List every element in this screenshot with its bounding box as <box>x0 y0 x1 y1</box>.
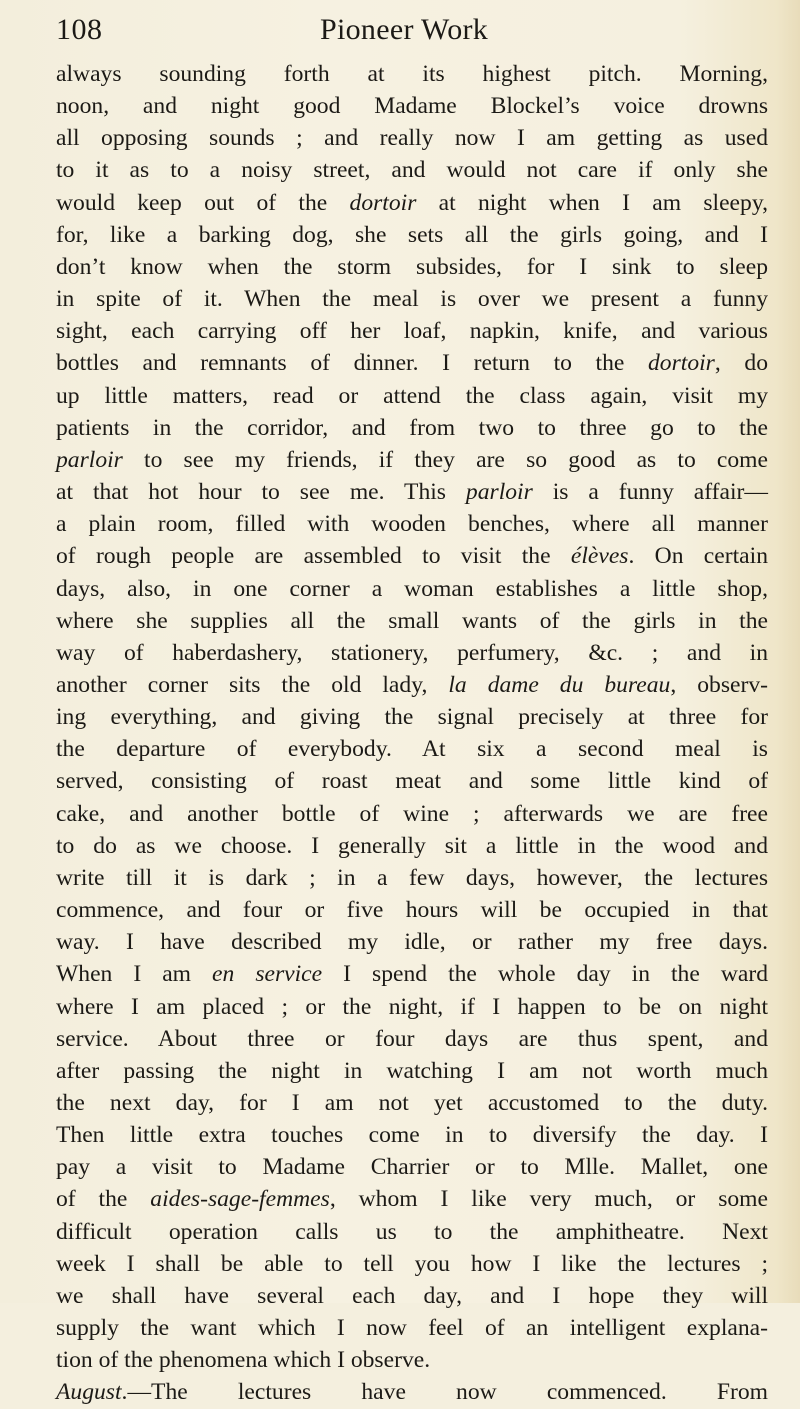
text-run: is a funny affair— <box>532 479 768 506</box>
text-line <box>56 830 768 862</box>
text-line <box>56 1119 768 1151</box>
text-line <box>56 1151 768 1183</box>
text-run: service. About three or four days are thus spent, and <box>56 1025 768 1052</box>
text-run: served, consisting of roast meat and some little kind of <box>56 768 768 795</box>
text-line <box>56 1023 768 1055</box>
text-line <box>56 1183 768 1215</box>
text-run: supply the want which I now feel of an intelligent explana- <box>56 1315 768 1342</box>
text-run: another corner sits the old lady, <box>56 671 449 698</box>
text-line <box>56 1216 768 1248</box>
running-head: Pioneer Work <box>320 13 489 46</box>
text-run: sight, each carrying off her loaf, napkin, knife, and various <box>56 318 768 345</box>
text-run: , observ- <box>670 671 768 698</box>
text-line <box>56 315 768 347</box>
text-run: .—The lectures have now commenced. From <box>121 1379 768 1406</box>
text-run: way of haberdashery, stationery, perfumery, &c. ; and in <box>56 639 768 666</box>
text-run: , whom I like very much, or some <box>329 1186 768 1213</box>
text-run: bottles and remnants of dinner. I return to the <box>56 350 648 377</box>
text-run: a plain room, filled with wooden benches, where all manner <box>56 511 768 538</box>
text-run: , do <box>714 350 768 377</box>
text-line <box>56 573 768 605</box>
text-run: cake, and another bottle of wine ; afterwards we are free <box>56 800 768 827</box>
text-line <box>56 1280 768 1312</box>
text-line <box>56 1312 768 1344</box>
page-header <box>56 8 770 52</box>
text-run: write till it is dark ; in a few days, however, the lectures <box>56 864 768 891</box>
text-line <box>56 1248 768 1280</box>
text-run: up little matters, read or attend the class again, visit my <box>56 382 768 409</box>
text-run: where I am placed ; or the night, if I happen to be on night <box>56 993 768 1020</box>
text-line <box>56 1055 768 1087</box>
text-run: all opposing sounds ; and really now I am getting as used <box>56 125 768 152</box>
text-line <box>56 894 768 926</box>
text-run: would keep out of the <box>56 189 350 216</box>
text-run: the departure of everybody. At six a second meal is <box>56 736 768 763</box>
text-line <box>56 412 768 444</box>
text-run: . On certain <box>628 543 768 570</box>
text-line <box>56 637 768 669</box>
text-line <box>56 444 768 476</box>
text-line <box>56 605 768 637</box>
text-run: days, also, in one corner a woman establishes a little shop, <box>56 575 768 602</box>
text-run: difficult operation calls us to the amphitheatre. Next <box>56 1218 768 1245</box>
text-run: always sounding forth at its highest pitch. Morning, <box>56 61 768 87</box>
text-line <box>56 991 768 1023</box>
text-line <box>56 187 768 219</box>
text-run: after passing the night in watching I am not worth much <box>56 1057 768 1084</box>
text-line <box>56 926 768 958</box>
italic-text: parloir <box>465 479 533 506</box>
text-run: to it as to a noisy street, and would not care if only she <box>56 157 768 184</box>
text-run: at night when I am sleepy, <box>416 189 768 216</box>
text-run: for, like a barking dog, she sets all the girls going, and I <box>56 221 768 248</box>
text-run: ing everything, and giving the signal precisely at three for <box>56 704 768 731</box>
text-run: pay a visit to Madame Charrier or to Mlle. Mallet, one <box>56 1154 768 1181</box>
text-line <box>56 958 768 990</box>
text-run: we shall have several each day, and I hope they will <box>56 1282 768 1309</box>
text-line <box>56 798 768 830</box>
text-line <box>56 1344 768 1376</box>
text-run: week I shall be able to tell you how I like the lectures ; <box>56 1250 768 1277</box>
italic-text: dortoir <box>648 350 715 377</box>
text-run: tion of the phenomena which I observe. <box>56 1347 431 1374</box>
italic-text: aides-sage-femmes <box>150 1186 330 1213</box>
text-line <box>56 122 768 154</box>
text-run: to do as we choose. I generally sit a little in the wood and <box>56 832 768 859</box>
text-line <box>56 219 768 251</box>
text-run: at that hot hour to see me. This <box>56 479 466 506</box>
text-run: to see my friends, if they are so good as to come <box>122 446 768 473</box>
body-text <box>56 58 768 1409</box>
text-line <box>56 380 768 412</box>
text-line <box>56 1087 768 1119</box>
italic-text: élèves <box>570 543 629 570</box>
italic-text: August <box>56 1379 122 1406</box>
italic-text: la dame du bureau <box>448 671 671 698</box>
text-run: patients in the corridor, and from two to three go to the <box>56 414 768 441</box>
text-line <box>56 508 768 540</box>
text-run: way. I have described my idle, or rather my free days. <box>56 929 768 956</box>
text-run: where she supplies all the small wants of the girls in the <box>56 607 768 634</box>
text-line <box>56 154 768 186</box>
text-line <box>56 251 768 283</box>
italic-text: parloir <box>56 446 123 473</box>
italic-text: en service <box>212 961 323 988</box>
text-run: the next day, for I am not yet accustomed to the duty. <box>56 1090 768 1116</box>
italic-text: dortoir <box>349 189 417 216</box>
text-line <box>56 58 768 90</box>
text-run: commence, and four or five hours will be occupied in that <box>56 897 768 924</box>
text-line <box>56 540 768 572</box>
page-number: 108 <box>56 13 103 46</box>
text-run: When I am <box>56 961 213 988</box>
text-line <box>56 476 768 508</box>
text-run: I spend the whole day in the ward <box>322 961 768 988</box>
text-run: in spite of it. When the meal is over we present a funny <box>56 286 768 313</box>
text-line <box>56 733 768 765</box>
text-line <box>56 347 768 379</box>
text-line <box>56 1376 768 1408</box>
text-line <box>56 283 768 315</box>
text-run: noon, and night good Madame Blockel’s voice drowns <box>56 93 768 120</box>
text-run: don’t know when the storm subsides, for I sink to sleep <box>56 253 768 280</box>
text-run: of rough people are assembled to visit the <box>56 543 571 570</box>
text-line <box>56 90 768 122</box>
text-line <box>56 701 768 733</box>
text-line <box>56 862 768 894</box>
text-line <box>56 669 768 701</box>
text-run: Then little extra touches come in to diversify the day. I <box>56 1122 768 1149</box>
text-line <box>56 765 768 797</box>
text-run: of the <box>56 1186 151 1213</box>
